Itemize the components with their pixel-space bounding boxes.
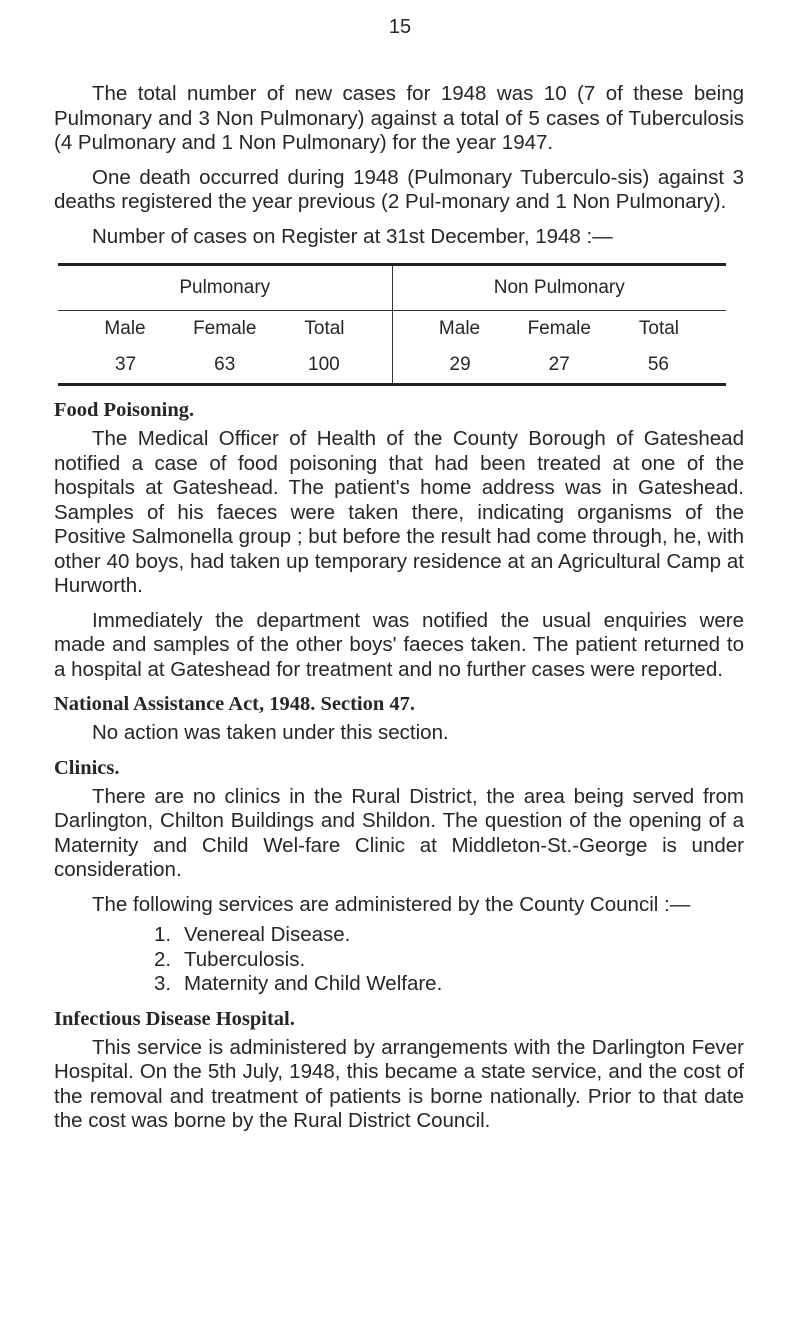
list-item-number: 2.	[154, 947, 172, 971]
clinics-paragraph-1: There are no clinics in the Rural District, the area being served from Darlington, Chilton Buildings and Shildon. The question of the opening of a Maternity and Child Wel-fare Clinic at Middleton-St.-George is under consideration.	[54, 784, 744, 881]
non-pulmonary-total-header: Total	[638, 318, 680, 339]
clinics-heading: Clinics.	[54, 756, 120, 779]
register-table-subheader-row	[58, 311, 726, 348]
non-pulmonary-male-header: Male	[438, 318, 481, 339]
national-assistance-heading: National Assistance Act, 1948. Section 47.	[54, 693, 416, 715]
food-poisoning-paragraph-1: The Medical Officer of Health of the County Borough of Gateshead notified a case of food poisoning that had been treated at one of the hospitals at Gateshead. The patient's home address was in Gateshead. Samples of his faeces were taken there, indicating organisms of the Positive Salmonella group ; but before the result had come through, he, with other 40 boys, had taken up temporary residence at an Agricultural Camp at Hurworth.	[54, 427, 744, 597]
page-content	[54, 82, 744, 1144]
tb-deaths-paragraph: One death occurred during 1948 (Pulmonary Tuberculo-sis) against 3 deaths registered the year previous (2 Pul-monary and 1 Non Pulmonary).	[54, 165, 744, 213]
list-item-text: Maternity and Child Welfare.	[184, 972, 443, 995]
non-pulmonary-total-value: 56	[647, 354, 669, 375]
pulmonary-male-value: 37	[115, 354, 137, 375]
list-item-text: Venereal Disease.	[184, 923, 351, 946]
list-item-text: Tuberculosis.	[184, 947, 306, 971]
clinics-paragraph-2: The following services are administered by the County Council :—	[92, 892, 691, 916]
register-table	[58, 263, 726, 386]
list-item	[154, 948, 744, 973]
pulmonary-total-value: 100	[308, 354, 340, 375]
pulmonary-female-header: Female	[193, 318, 257, 339]
pulmonary-female-value: 63	[214, 354, 236, 375]
list-item	[154, 923, 744, 948]
county-services-list	[154, 923, 744, 997]
tb-new-cases-paragraph: The total number of new cases for 1948 was 10 (7 of these being Pulmonary and 3 Non Pulmonary) against a total of 5 cases of Tuberculosis (4 Pulmonary and 1 Non Pulmonary) for the year 1947.	[54, 82, 744, 154]
register-intro-paragraph: Number of cases on Register at 31st December, 1948 :—	[92, 224, 613, 248]
non-pulmonary-group-header: Non Pulmonary	[392, 265, 726, 311]
list-item-number: 3.	[154, 972, 172, 995]
food-poisoning-paragraph-2: Immediately the department was notified the usual enquiries were made and samples of the other boys' faeces taken. The patient returned to a hospital at Gateshead for treatment and no further cases were reported.	[54, 608, 744, 681]
list-item	[154, 972, 744, 997]
non-pulmonary-female-header: Female	[527, 318, 591, 339]
pulmonary-group-header: Pulmonary	[58, 265, 392, 311]
pulmonary-male-header: Male	[104, 318, 146, 339]
register-table-values-row	[58, 347, 726, 385]
infectious-disease-paragraph: This service is administered by arrangements with the Darlington Fever Hospital. On the 5th July, 1948, this became a state service, and the cost of the removal and treatment of patients is borne nationally. Prior to that date the cost was borne by the Rural District Council.	[54, 1035, 744, 1132]
pulmonary-total-header: Total	[304, 318, 345, 339]
page-number: 15	[388, 16, 412, 38]
non-pulmonary-female-value: 27	[548, 354, 570, 375]
non-pulmonary-male-value: 29	[449, 354, 471, 375]
register-table-group-row	[58, 265, 726, 311]
infectious-disease-heading: Infectious Disease Hospital.	[54, 1007, 295, 1030]
national-assistance-paragraph: No action was taken under this section.	[92, 721, 449, 744]
list-item-number: 1.	[154, 923, 172, 946]
food-poisoning-heading: Food Poisoning.	[54, 399, 195, 421]
